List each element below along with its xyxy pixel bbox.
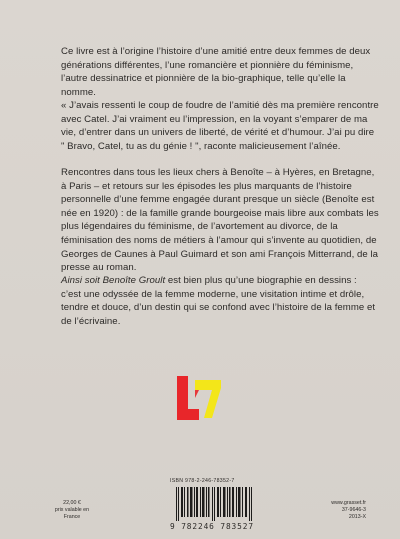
- intro-paragraph: Ce livre est à l’origine l’histoire d’une amitié entre deux femmes de deux générations différentes, l’une romancière et pionnière du féminisme, l’autre dessinatrice et pionnière de la bio-graphique, telle qu’elle la nomme.: [61, 46, 371, 98]
- price-validity: prix valable en: [54, 506, 90, 513]
- conclusion-paragraph: [61, 274, 379, 328]
- publisher-url: www.grasset.fr: [331, 500, 366, 506]
- barcode-icon: [170, 487, 260, 521]
- book-title: Ainsi soit Benoîte Groult: [61, 275, 166, 286]
- price-country: France: [63, 513, 81, 520]
- price-label: [52, 500, 92, 520]
- publisher-code-2: 2013-X: [348, 513, 366, 520]
- summary-paragraph: Rencontres dans tous les lieux chers à Benoîte – à Hyères, en Bretagne, à Paris – et retours sur les épisodes les plus marquants de l’histoire personnelle d’une femme engagée durant presque un siècle (Benoîte est née en 1920) : de la famille grande bourgeoise mais libre aux combats les plus légendaires du féminisme, de l’avortement au divorce, de la féminisation des noms de métiers à l’amour qui s’invente au quotidien, de Georges de Caunes à Paul Guimard et son ami François Mitterrand, de la presse au roman.: [61, 167, 379, 274]
- barcode-digits: 9 782246 783527: [170, 522, 254, 531]
- publisher-info: [322, 500, 366, 520]
- publisher-code-1: 37-9646-3: [341, 506, 366, 513]
- quote-paragraph: « J’avais ressenti le coup de foudre de l’amitié dès ma première rencontre avec Catel. J’ai vraiment eu l’impression, en la voyant s’emparer de ma vie, d’entrer dans un univers de liberté, de vérité et d’humour. J’ai pu dire " Bravo, Catel, tu as du génie ! ", raconte malicieusement l’aînée.: [61, 100, 379, 152]
- price-amount: 22,00 €: [63, 500, 81, 506]
- conclusion-text: est bien plus qu’une biographie en dessins : c’est une odyssée de la femme moderne, une visitation intime et drôle, tendre et douce, d’un destin qui se confond avec l’histoire de la femme et de l’écrivaine.: [61, 275, 376, 327]
- publisher-logo-icon: [175, 374, 223, 422]
- isbn-label: ISBN 978-2-246-78352-7: [170, 478, 235, 484]
